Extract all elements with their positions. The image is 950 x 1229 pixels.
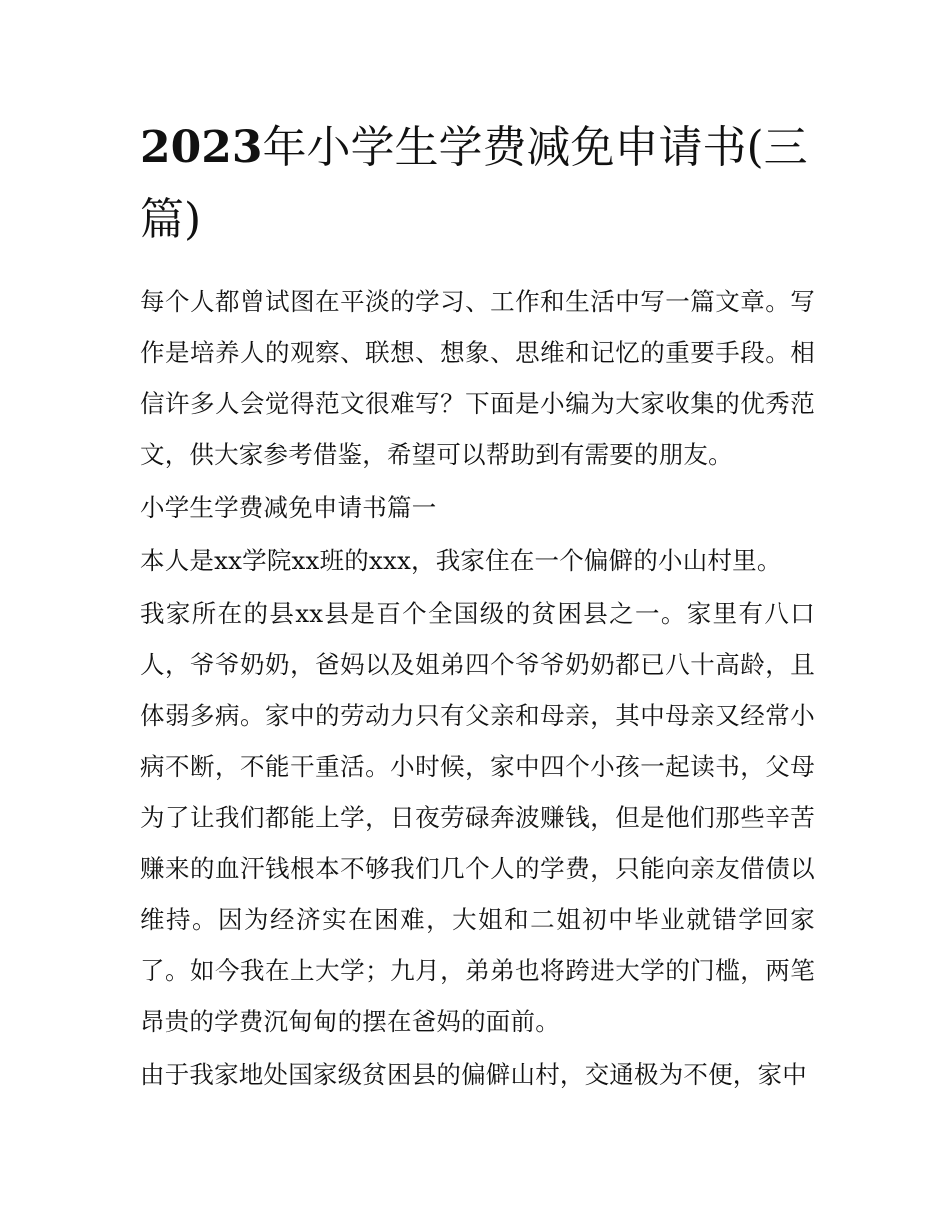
intro-paragraph: 每个人都曾试图在平淡的学习、工作和生活中写一篇文章。写作是培养人的观察、联想、想象、思维和记忆的重要手段。相信许多人会觉得范文很难写？下面是小编为大家收集的优秀范文，供大家参考借鉴，希望可以帮助到有需要的朋友。 (140, 287, 815, 469)
document-body (140, 112, 815, 1102)
section-heading: 小学生学费减免申请书篇一 (140, 493, 437, 522)
body-paragraph: 我家所在的县xx县是百个全国级的贫困县之一。家里有八口人，爷爷奶奶，爸妈以及姐弟四个爷爷奶奶都已八十高龄，且体弱多病。家中的劳动力只有父亲和母亲，其中母亲又经常小病不断，不能干重活。小时候，家中四个小孩一起读书，父母为了让我们都能上学，日夜劳碌奔波赚钱，但是他们那些辛苦赚来的血汗钱根本不够我们几个人的学费，只能向亲友借债以维持。因为经济实在困难，大姐和二姐初中毕业就错学回家了。如今我在上大学；九月，弟弟也将跨进大学的门槛，两笔昂贵的学费沉甸甸的摆在爸妈的面前。 (140, 599, 815, 1036)
body-paragraph: 由于我家地处国家级贫困县的偏僻山村，交通极为不便，家中 (140, 1060, 807, 1089)
body-paragraph: 本人是xx学院xx班的xxx，我家住在一个偏僻的小山村里。 (140, 546, 782, 575)
document-title (140, 112, 815, 256)
title-year: 2023 (140, 122, 263, 173)
title-text: 年小学生学费减免申请书(三篇) (140, 122, 808, 245)
